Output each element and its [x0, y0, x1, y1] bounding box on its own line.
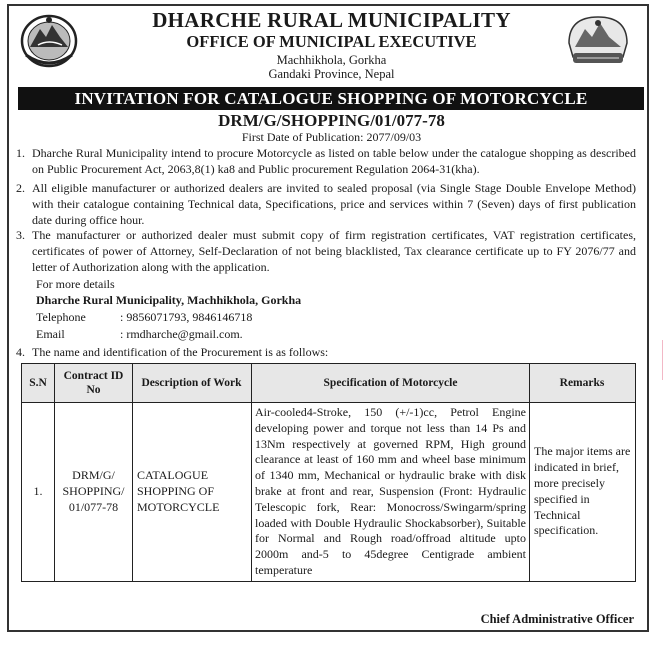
address-line-2: Gandaki Province, Nepal	[268, 67, 395, 81]
cell-specification: Air-cooled4-Stroke, 150 (+/-1)cc, Petrol Engine developing power and torque not less than 14 Ps and 13Nm respectively at governed RPM, High ground clearance at least of 160 mm and wheel base minimum of 1340 mm, Mechanical or hydraulic brake with disk brake at front and rear, Suspension (Front: Hydraulic Telescopic fork, Rear: Monocross/Swingarm/spring loaded with Double Hydraulic Shockabsorber), Suitable for Normal and Rough road/offroad altitude upto 2000m and-5 to 45degree Centigrade ambient temperature	[252, 403, 530, 582]
paragraph-number: 3.	[16, 228, 25, 242]
telephone-value: : 9856071793, 9846146718	[120, 310, 253, 324]
paragraph-3	[16, 227, 636, 276]
contact-organization: Dharche Rural Municipality, Machhikhola, Gorkha	[36, 293, 302, 307]
procurement-table	[21, 363, 636, 582]
address-line-1: Machhikhola, Gorkha	[276, 53, 387, 67]
paragraph-4	[16, 344, 636, 360]
cell-contract-id: DRM/G/ SHOPPING/ 01/077-78	[55, 403, 133, 582]
cell-remarks: The major items are indicated in brief, more precisely specified in Technical specification.	[530, 403, 636, 582]
notice-banner: INVITATION FOR CATALOGUE SHOPPING OF MOTORCYCLE	[18, 87, 644, 110]
email-label: Email	[36, 327, 65, 341]
paragraph-text: The manufacturer or authorized dealer must submit copy of firm registration certificates, VAT registration certificates, certificates of power of Attorney, Self-Declaration of not being blacklisted, Tax clearance certificate up to FY 2076/77 and letter of Authorization along with the application.	[32, 228, 636, 275]
header-specification: Specification of Motorcycle	[252, 364, 530, 403]
header-remarks: Remarks	[530, 364, 636, 403]
office-name: OFFICE OF MUNICIPAL EXECUTIVE	[186, 32, 477, 51]
paragraph-text: The name and identification of the Procurement is as follows:	[32, 345, 329, 359]
header-contract-id: Contract ID No	[55, 364, 133, 403]
cell-description: CATALOGUE SHOPPING OF MOTORCYCLE	[133, 403, 252, 582]
paragraph-2	[16, 180, 636, 229]
table-row	[22, 403, 636, 582]
paragraph-number: 1.	[16, 146, 25, 160]
header-sn: S.N	[22, 364, 55, 403]
cell-sn: 1.	[22, 403, 55, 582]
reference-number: DRM/G/SHOPPING/01/077-78	[218, 111, 445, 130]
paragraph-1	[16, 145, 636, 177]
header-description: Description of Work	[133, 364, 252, 403]
publication-date: First Date of Publication: 2077/09/03	[241, 130, 422, 144]
paragraph-number: 2.	[16, 181, 25, 195]
contact-intro: For more details	[36, 277, 115, 291]
email-value: : rmdharche@gmail.com.	[120, 327, 243, 341]
signature-title: Chief Administrative Officer	[480, 612, 634, 626]
paragraph-text: All eligible manufacturer or authorized dealers are invited to sealed proposal (via Single Stage Double Envelope Method) with their catalogue containing Technical data, Specifications, price and services within 7 (Seven) days of first publication date during office hour.	[32, 181, 636, 228]
municipality-name: DHARCHE RURAL MUNICIPALITY	[152, 8, 511, 32]
paragraph-text: Dharche Rural Municipality intend to procure Motorcycle as listed on table below under the catalogue shopping as described on Public Procurement Act, 2063,8(1) ka8 and Public procurement Regulation 2064-31(kha).	[32, 146, 636, 177]
telephone-label: Telephone	[36, 310, 86, 324]
table-header-row	[22, 364, 636, 403]
paragraph-number: 4.	[16, 345, 25, 359]
